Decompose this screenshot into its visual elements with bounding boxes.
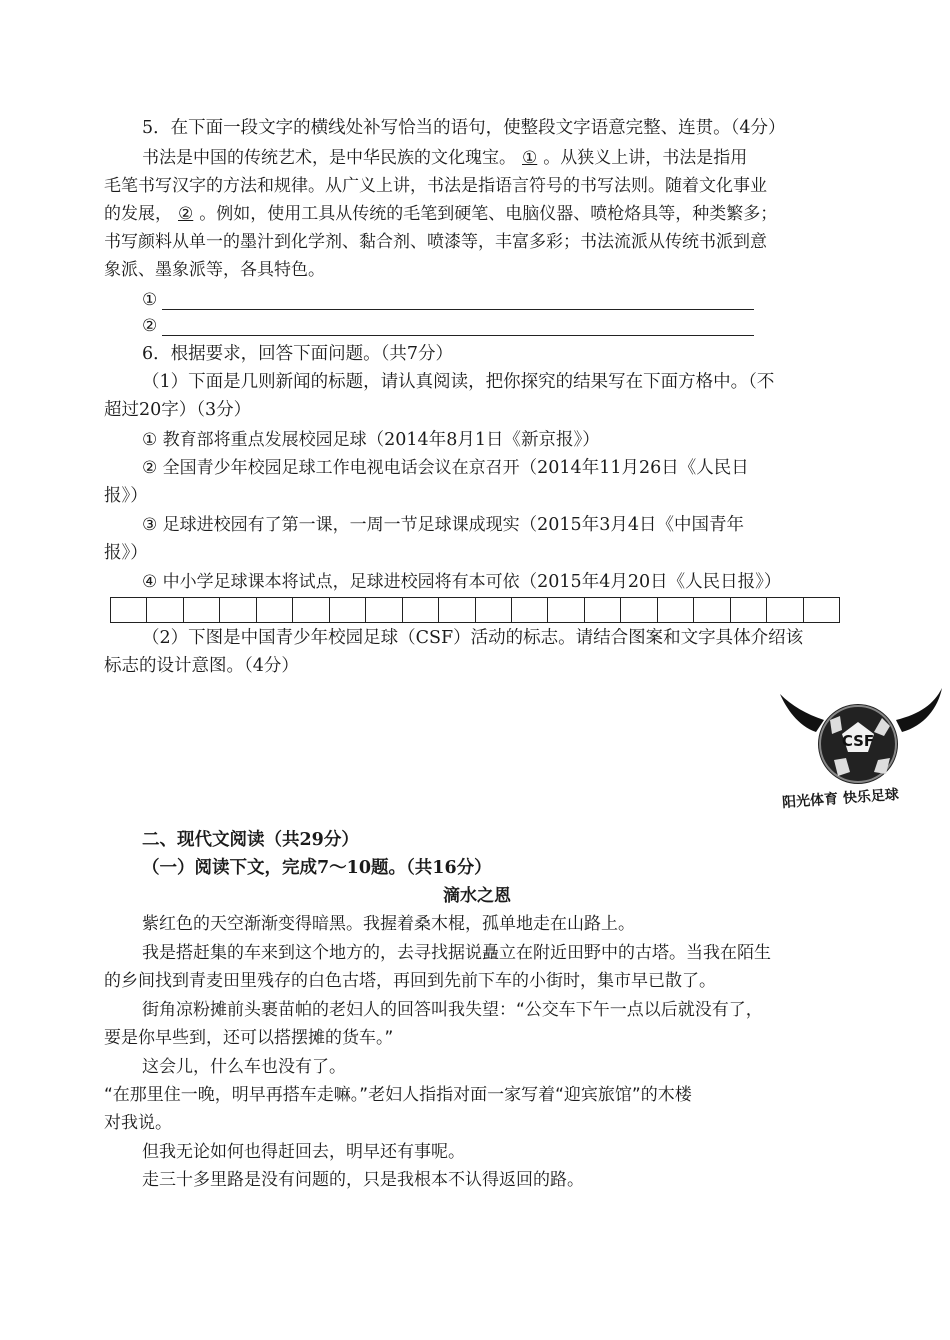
article-line-10: 走三十多里路是没有问题的，只是我根本不认得返回的路。	[142, 1170, 584, 1190]
article-line-7: “在那里住一晚，明早再搭车走嘛。”老妇人指指对面一家写着“迎宾旅馆”的木楼	[104, 1085, 692, 1105]
article-line-6: 这会儿，什么车也没有了。	[142, 1057, 346, 1077]
answer-grid-cell[interactable]	[293, 598, 329, 622]
news-item-3: ③ 足球进校园有了第一课，一周一节足球课成现实（2015年3月4日《中国青年	[142, 515, 744, 535]
answer-grid-cell[interactable]	[767, 598, 803, 622]
answer-line-1[interactable]: ①	[142, 288, 157, 312]
answer-grid-cell[interactable]	[694, 598, 730, 622]
article-line-1: 紫红色的天空渐渐变得暗黑。我握着桑木棍，孤单地走在山路上。	[142, 914, 635, 934]
q6-sub2-line-1: （2）下图是中国青少年校园足球（CSF）活动的标志。请结合图案和文字具体介绍该	[142, 628, 804, 648]
logo-slogan: 阳光体育 快乐足球	[781, 786, 900, 812]
news-item-2-cont: 报》）	[104, 486, 148, 506]
blank-2: ②	[178, 204, 194, 224]
q6-sub2-line-2: 标志的设计意图。（4分）	[104, 656, 299, 676]
answer-grid-cell[interactable]	[585, 598, 621, 622]
answer-grid-cell[interactable]	[366, 598, 402, 622]
article-title: 滴水之恩	[443, 886, 511, 906]
answer-grid-cell[interactable]	[658, 598, 694, 622]
answer-grid-cell[interactable]	[804, 598, 839, 622]
article-line-8: 对我说。	[104, 1113, 172, 1133]
news-item-3-cont: 报》）	[104, 543, 148, 563]
article-line-5: 要是你早些到，还可以搭摆摊的货车。”	[104, 1028, 394, 1048]
answer-grid-cell[interactable]	[621, 598, 657, 622]
section-sub-heading: （一）阅读下文，完成7～10题。（共16分）	[142, 858, 492, 878]
answer-grid-cell[interactable]	[147, 598, 183, 622]
answer-grid-cell[interactable]	[476, 598, 512, 622]
q5-passage-line-1: 书法是中国的传统艺术，是中华民族的文化瑰宝。 ① 。从狭义上讲，书法是指用	[142, 148, 748, 168]
q6-prompt: 6．根据要求，回答下面问题。（共7分）	[142, 344, 454, 364]
blank-1: ①	[522, 148, 538, 168]
answer-grid-cell[interactable]	[548, 598, 584, 622]
answer-grid-cell[interactable]	[512, 598, 548, 622]
news-item-4: ④ 中小学足球课本将试点，足球进校园将有本可依（2015年4月20日《人民日报》）	[142, 572, 782, 592]
q5-passage-line-5: 象派、墨象派等，各具特色。	[104, 260, 325, 280]
logo-left-wing	[780, 694, 824, 732]
answer-grid-cell[interactable]	[731, 598, 767, 622]
q6-sub1-line-2: 超过20字）（3分）	[104, 400, 252, 420]
answer-grid-cell[interactable]	[184, 598, 220, 622]
logo-right-wing	[896, 688, 942, 732]
q5-passage-line-2: 毛笔书写汉字的方法和规律。从广义上讲，书法是指语言符号的书写法则。随着文化事业	[104, 176, 767, 196]
answer-line-2[interactable]: ②	[142, 314, 157, 338]
q5-prompt: 5．在下面一段文字的横线处补写恰当的语句，使整段文字语意完整、连贯。（4分）	[142, 118, 786, 138]
article-line-9: 但我无论如何也得赶回去，明早还有事呢。	[142, 1142, 465, 1162]
answer-grid[interactable]	[110, 597, 840, 623]
answer-grid-cell[interactable]	[330, 598, 366, 622]
answer-grid-cell[interactable]	[403, 598, 439, 622]
q6-sub1-line-1: （1）下面是几则新闻的标题，请认真阅读，把你探究的结果写在下面方格中。（不	[142, 372, 775, 392]
article-line-4: 街角凉粉摊前头裹苗帕的老妇人的回答叫我失望：“公交车下午一点以后就没有了，	[142, 1000, 763, 1020]
answer-grid-cell[interactable]	[439, 598, 475, 622]
q5-passage-line-4: 书写颜料从单一的墨汁到化学剂、黏合剂、喷漆等，丰富多彩；书法流派从传统书派到意	[104, 232, 767, 252]
news-item-2: ② 全国青少年校园足球工作电视电话会议在京召开（2014年11月26日《人民日	[142, 458, 749, 478]
news-item-1: ① 教育部将重点发展校园足球（2014年8月1日《新京报》）	[142, 430, 600, 450]
answer-grid-cell[interactable]	[220, 598, 256, 622]
q5-passage-line-3: 的发展， ② 。例如，使用工具从传统的毛笔到硬笔、电脑仪器、喷枪烙具等，种类繁多；	[104, 204, 778, 224]
logo-text: CSF	[841, 732, 875, 750]
section-heading: 二、现代文阅读（共29分）	[142, 830, 359, 850]
answer-grid-cell[interactable]	[257, 598, 293, 622]
article-line-3: 的乡间找到青麦田里残存的白色古塔，再回到先前下车的小街时，集市早已散了。	[104, 971, 716, 991]
article-line-2: 我是搭赶集的车来到这个地方的，去寻找据说矗立在附近田野中的古塔。当我在陌生	[142, 943, 771, 963]
answer-grid-cell[interactable]	[111, 598, 147, 622]
